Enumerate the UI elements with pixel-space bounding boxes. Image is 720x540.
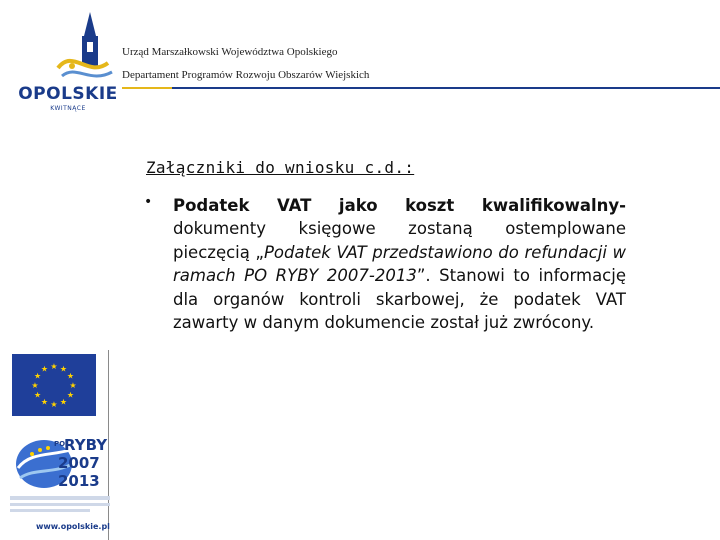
bullet-bold-text: Podatek VAT jako koszt kwalifikowalny- [173,196,626,215]
opolskie-logo [18,8,118,118]
logo-subtext: KWITNĄCE [50,105,86,112]
header-department-name: Departament Programów Rozwoju Obszarów Wiejskich [122,69,370,81]
po-ryby-year1: 2007 [58,454,100,472]
bullet-marker: • [144,194,153,210]
eu-star-icon: ★ [59,364,68,374]
eu-flag-icon [12,354,96,416]
eu-star-icon: ★ [50,362,58,371]
bullet-text-part2: dokumenty księgowe zostaną ostemplowane pieczęcią „ [173,219,626,262]
eu-star-icon: ★ [33,390,42,400]
eu-star-icon: ★ [31,381,39,390]
bullet-text [173,194,626,334]
eu-star-icon: ★ [69,381,77,390]
bullet-italic-text: Podatek VAT przedstawiono do refundacji w ramach PO RYBY 2007-2013 [173,242,626,286]
eu-star-icon: ★ [59,397,68,407]
header-rule-blue [172,87,720,89]
eu-star-icon: ★ [40,397,49,407]
header-office-name: Urząd Marszałkowski Województwa Opolskiego [122,46,338,58]
eu-star-icon: ★ [66,390,75,400]
bullet-text-part3: ”. Stanowi to informację dla organów kontroli skarbowej, że podatek VAT zawarty w danym dokumencie został już zwrócony. [173,266,626,333]
eu-star-icon: ★ [66,371,75,381]
eu-star-icon: ★ [40,364,49,374]
po-ryby-ryby: RYBY [64,436,108,454]
po-ryby-po: PO [54,440,66,448]
eu-star-icon: ★ [50,400,58,409]
website-link[interactable]: www.opolskie.pl [36,522,110,531]
castle-tower-icon [18,8,118,86]
eu-star-icon: ★ [33,371,42,381]
section-heading: Załączniki do wniosku c.d.: [146,158,415,177]
logo-text: OPOLSKIE [18,84,118,104]
po-ryby-year2: 2013 [58,472,100,490]
header-rule-gold [122,87,172,89]
po-ryby-logo [10,434,110,516]
